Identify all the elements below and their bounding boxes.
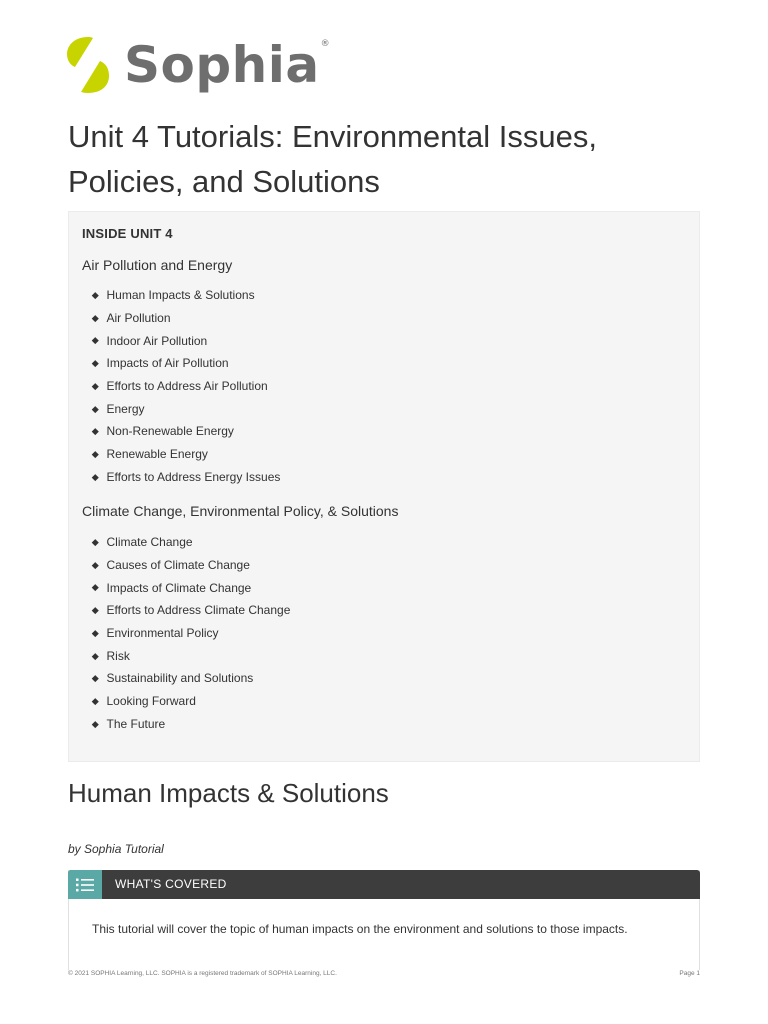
bullet-diamond-icon <box>92 474 98 480</box>
list-item[interactable]: Renewable Energy <box>93 443 280 466</box>
tutorial-byline: by Sophia Tutorial <box>68 842 164 856</box>
sophia-wordmark: Sophia® <box>124 36 331 94</box>
whats-covered-label: WHAT'S COVERED <box>115 877 227 891</box>
bullet-diamond-icon <box>92 607 98 613</box>
bullet-diamond-icon <box>92 539 98 545</box>
bullet-diamond-icon <box>92 451 98 457</box>
list-icon <box>68 870 102 899</box>
bullet-diamond-icon <box>92 721 98 727</box>
section-heading-air-pollution: Air Pollution and Energy <box>82 257 233 273</box>
bullet-diamond-icon <box>92 406 98 412</box>
list-item[interactable]: Climate Change <box>93 531 290 554</box>
list-item[interactable]: Sustainability and Solutions <box>93 667 290 690</box>
list-item[interactable]: Energy <box>93 397 280 420</box>
list-item[interactable]: Efforts to Address Energy Issues <box>93 466 280 489</box>
list-item[interactable]: Non-Renewable Energy <box>93 420 280 443</box>
sophia-s-logo-icon <box>66 35 110 95</box>
list-item[interactable]: Efforts to Address Air Pollution <box>93 375 280 398</box>
air-pollution-topic-list <box>93 284 280 488</box>
bullet-diamond-icon <box>92 630 98 636</box>
bullet-diamond-icon <box>92 338 98 344</box>
bullet-diamond-icon <box>92 698 98 704</box>
list-item[interactable]: Indoor Air Pollution <box>93 329 280 352</box>
inside-unit-label: INSIDE UNIT 4 <box>82 226 173 241</box>
inside-unit-box <box>68 211 700 762</box>
tutorial-title: Human Impacts & Solutions <box>68 778 389 808</box>
unit-title: Unit 4 Tutorials: Environmental Issues, Policies, and Solutions <box>68 119 597 199</box>
list-item[interactable]: Environmental Policy <box>93 622 290 645</box>
bullet-diamond-icon <box>92 562 98 568</box>
list-item[interactable]: Causes of Climate Change <box>93 554 290 577</box>
section-heading-climate-change: Climate Change, Environmental Policy, & Solutions <box>82 503 399 519</box>
bullet-diamond-icon <box>92 653 98 659</box>
bullet-diamond-icon <box>92 360 98 366</box>
bullet-diamond-icon <box>92 428 98 434</box>
bullet-diamond-icon <box>92 315 98 321</box>
list-item[interactable]: Looking Forward <box>93 690 290 713</box>
list-item[interactable]: Efforts to Address Climate Change <box>93 599 290 622</box>
footer-copyright: © 2021 SOPHIA Learning, LLC. SOPHIA is a registered trademark of SOPHIA Learning, LLC. <box>68 970 337 977</box>
sophia-logo <box>66 34 330 96</box>
bullet-diamond-icon <box>92 292 98 298</box>
list-item[interactable]: Risk <box>93 644 290 667</box>
list-item[interactable]: Impacts of Air Pollution <box>93 352 280 375</box>
bullet-diamond-icon <box>92 585 98 591</box>
list-item[interactable]: Air Pollution <box>93 307 280 330</box>
list-item[interactable]: The Future <box>93 713 290 736</box>
climate-change-topic-list <box>93 531 290 735</box>
bullet-diamond-icon <box>92 383 98 389</box>
list-item[interactable]: Impacts of Climate Change <box>93 576 290 599</box>
list-item[interactable]: Human Impacts & Solutions <box>93 284 280 307</box>
whats-covered-text: This tutorial will cover the topic of human impacts on the environment and solutions to those impacts. <box>92 922 628 936</box>
whats-covered-header <box>68 870 700 899</box>
whats-covered-box <box>68 870 700 970</box>
footer-page-number: Page 1 <box>679 970 700 977</box>
bullet-diamond-icon <box>92 675 98 681</box>
